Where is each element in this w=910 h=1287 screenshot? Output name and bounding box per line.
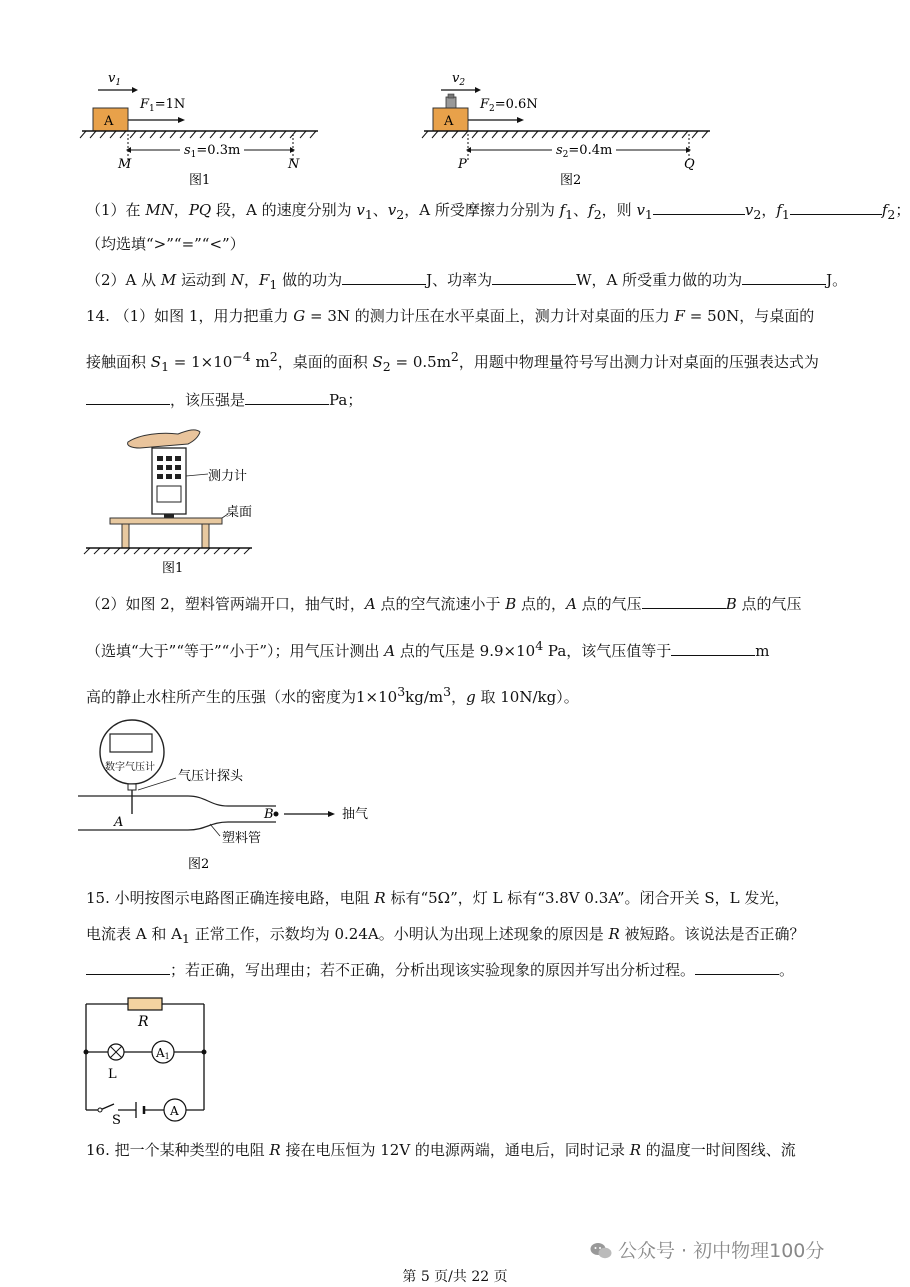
- q14-fig1-caption: 图1: [162, 561, 184, 576]
- fig2-diagram: [422, 71, 710, 188]
- tube-label: 塑料管: [222, 831, 262, 846]
- q13-part2: （2）A 从 M 运动到 N，$F_1$ 做的功为 J、功率为 W，A 所受重力做的功为 J。: [86, 271, 848, 292]
- q13-blank-2[interactable]: [790, 200, 882, 215]
- q14-fig2: [78, 718, 418, 878]
- switch-label: S: [112, 1113, 121, 1128]
- lamp-label: L: [108, 1067, 117, 1082]
- q13-part1-note: （均选填“>”“=”“<”）: [86, 235, 245, 253]
- fig2-force-label: $F_2=0.6N$: [480, 97, 538, 114]
- barometer-label: 数字气压计: [105, 762, 155, 773]
- fig2-block-label: A: [444, 114, 454, 129]
- resistor-label: R: [138, 1014, 149, 1030]
- plastic-tube: [78, 796, 276, 830]
- q13-blank-gravity-work[interactable]: [742, 270, 826, 285]
- fig1-distance-label: $s_1=0.3m$: [184, 143, 241, 160]
- lamp-icon: [108, 1044, 124, 1060]
- page-footer: 第 5 页/共 22 页: [402, 1269, 508, 1285]
- meter-label: 测力计: [208, 469, 248, 484]
- wechat-icon: [590, 1242, 612, 1260]
- q15-blank-analysis[interactable]: [695, 960, 779, 975]
- fig2-ground-hatch: [422, 131, 708, 138]
- point-b-label: B: [264, 807, 274, 822]
- pump-label: 抽气: [342, 807, 369, 822]
- fig1-velocity-label: $v_1$: [108, 71, 122, 88]
- q14-part2-line2: （选填“大于”“等于”“小于”）；用气压计测出 A 点的气压是 $9.9\times 10^4$ Pa，该气压值等于 m: [86, 638, 770, 660]
- table-top: [110, 518, 222, 524]
- q14-blank-height[interactable]: [671, 641, 755, 656]
- q14-blank-expression[interactable]: [86, 390, 170, 405]
- q14-blank-pressure[interactable]: [245, 390, 329, 405]
- point-a-label: A: [114, 815, 124, 830]
- q13-part1: （1）在 MN，PQ 段，A 的速度分别为 $v_1$、$v_2$，A 所受摩擦力分别为 $f_1$、$f_2$，则 $v_1$ $v_2$，$f_1$ $f_2$；: [86, 201, 910, 222]
- q15-line2: 电流表 A 和 $A_1$ 正常工作，示数均为 0.24A。小明认为出现上述现象的原因是 R 被短路。该说法是否正确？: [86, 925, 805, 946]
- fig1-block-label: A: [104, 114, 114, 129]
- fig1-caption: 图1: [189, 173, 211, 188]
- fig1-force-label: $F_1=1N$: [140, 97, 186, 114]
- q14-fig1: [80, 420, 280, 580]
- q13-blank-1[interactable]: [653, 200, 745, 215]
- q13-blank-work[interactable]: [342, 270, 426, 285]
- q14-line1: 14. （1）如图 1，用力把重力 G = 3N 的测力计压在水平桌面上，测力计对桌面的压力 F = 50N，与桌面的: [86, 307, 815, 325]
- fig2-point-q: Q: [684, 157, 695, 172]
- fig2-weight: [446, 94, 456, 108]
- fig1-point-n: N: [288, 157, 300, 172]
- probe-label: 气压计探头: [178, 769, 244, 784]
- ammeter-a-icon: [164, 1099, 186, 1121]
- fig1-diagram: [80, 71, 318, 188]
- fig2-velocity-label: $v_2$: [452, 71, 466, 88]
- table-label: 桌面: [226, 505, 253, 520]
- q13-blank-power[interactable]: [492, 270, 576, 285]
- ammeter-a1-icon: [152, 1041, 174, 1063]
- fig2-caption: 图2: [560, 173, 582, 188]
- resistor-r: [128, 998, 162, 1010]
- q16-line1: 16. 把一个某种类型的电阻 R 接在电压恒为 12V 的电源两端，通电后，同时记录 R 的温度一时间图线、流: [86, 1141, 796, 1159]
- q14-part2-line3: 高的静止水柱所产生的压强（水的密度为$1\times 10^3kg/m^3$，g 取 10N/kg）。: [86, 684, 579, 706]
- q14-blank-compare[interactable]: [642, 594, 726, 609]
- svg-text:A: A: [170, 1104, 179, 1118]
- q14-fig2-caption: 图2: [188, 857, 210, 872]
- q14-line3: ，该压强是 Pa；: [86, 390, 362, 410]
- fig1-point-m: M: [118, 157, 132, 172]
- q13-figures: [0, 0, 910, 190]
- fig1-ground-hatch: [80, 131, 316, 138]
- watermark: 公众号 · 初中物理100分: [590, 1236, 824, 1263]
- battery-icon: [136, 1102, 144, 1118]
- q15-line3: ；若正确，写出理由；若不正确，分析出现该实验现象的原因并写出分析过程。 。: [86, 960, 794, 980]
- svg-text:A1: A1: [156, 1046, 170, 1061]
- q15-circuit: [78, 990, 218, 1128]
- q14-part2-line1: （2）如图 2，塑料管两端开口，抽气时，A 点的空气流速小于 B 点的，A 点的气压 B 点的气压: [86, 595, 802, 613]
- fig2-point-p: P: [458, 157, 467, 172]
- q14-line2: 接触面积 $S_1 = 1\times 10^{-4}$ $m^2$，桌面的面积 $S_2 = 0.5m^2$，用题中物理量符号写出测力计对桌面的压强表达式为: [86, 349, 819, 374]
- digital-barometer: [100, 720, 164, 814]
- q15-blank-judgement[interactable]: [86, 960, 170, 975]
- hand-icon: [128, 430, 200, 448]
- q15-line1: 15. 小明按图示电路图正确连接电路，电阻 R 标有“5Ω”，灯 L 标有“3.8V 0.3A”。闭合开关 S，L 发光，: [86, 889, 790, 907]
- fig2-distance-label: $s_2=0.4m$: [556, 143, 613, 160]
